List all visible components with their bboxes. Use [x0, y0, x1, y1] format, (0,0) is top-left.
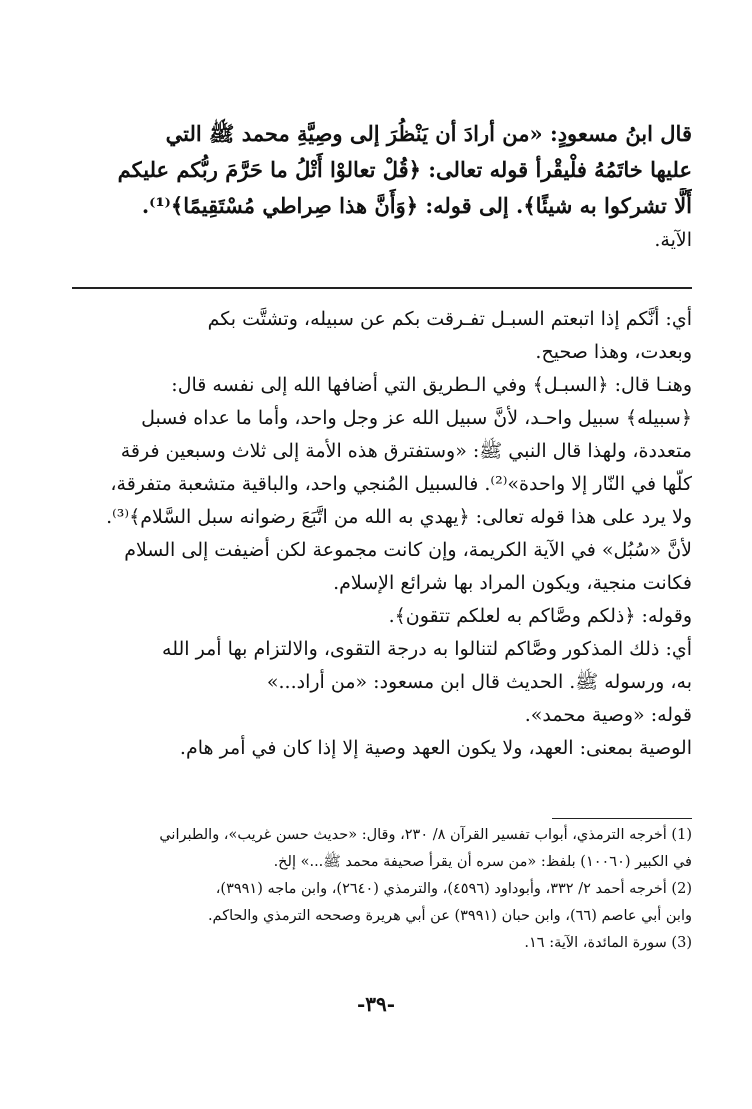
commentary-line: فكانت منجية، ويكون المراد بها شرائع الإسلام.	[333, 572, 692, 594]
commentary-line: ولا يرد على هذا قوله تعالى: ﴿يهدي به الله من اتَّبَعَ رضوانه سبل السَّلام﴾⁽³⁾.	[106, 506, 692, 528]
quote-line: الآية.	[654, 229, 692, 251]
commentary-line: كلّها في النّار إلا واحدة»⁽²⁾. فالسبيل المُنجي واحد، والباقية متشعبة متفرقة،	[110, 473, 692, 495]
quote-line: عليها خاتَمُهُ فلْيقْرأ قوله تعالى: ﴿قُلْ تعالوْا أَتْلُ ما حَرَّمَ ربُّكم عليكم	[117, 157, 692, 182]
footnote-divider	[552, 818, 692, 819]
commentary-line: لأنَّ «سُبُل» في الآية الكريمة، وإن كانت مجموعة لكن أضيفت إلى السلام	[124, 539, 692, 561]
footnotes	[60, 822, 692, 957]
hadith-quote	[60, 116, 692, 257]
footnote-line: (1) أخرجه الترمذي، أبواب تفسير القرآن ٨/ ٢٣٠، وقال: «حديث حسن غريب»، والطبراني	[159, 827, 692, 843]
commentary-line: متعددة، ولهذا قال النبي ﷺ: «وستفترق هذه الأمة إلى ثلاث وسبعين فرقة	[120, 440, 692, 462]
quote-line: أَلَّا تشركوا به شيئًا﴾. إلى قوله: ﴿وَأَنَّ هذا صِراطي مُسْتَقِيمًا﴾⁽¹⁾.	[141, 193, 692, 218]
commentary-line: الوصية بمعنى: العهد، ولا يكون العهد وصية إلا إذا كان في أمر هام.	[179, 737, 692, 759]
commentary	[60, 303, 692, 765]
commentary-line: أي: أنَّكم إذا اتبعتم السبـل تفـرقت بكم عن سبيله، وتشتَّت بكم	[207, 308, 692, 330]
footnote-line: (3) سورة المائدة، الآية: ١٦.	[524, 935, 692, 951]
commentary-line: قوله: «وصية محمد».	[524, 704, 692, 726]
footnote-line: في الكبير (١٠٠٦٠) بلفظ: «من سره أن يقرأ صحيفة محمد ﷺ...» إلخ.	[273, 854, 692, 870]
commentary-line: وبعدت، وهذا صحيح.	[535, 341, 692, 363]
commentary-line: به، ورسوله ﷺ. الحديث قال ابن مسعود: «من أراد...»	[266, 671, 692, 693]
section-divider	[72, 287, 692, 289]
quote-line: قال ابنُ مسعودٍ: «من أرادَ أن يَنْظُرَ إلى وصِيَّةِ محمد ﷺ التي	[165, 121, 692, 146]
commentary-line: وهنـا قال: ﴿السبـل﴾ وفي الـطريق التي أضافها الله إلى نفسه قال:	[171, 374, 692, 396]
page-number: -٣٩-	[356, 992, 396, 1016]
commentary-line: أي: ذلك المذكور وصَّاكم لتنالوا به درجة التقوى، والالتزام بها أمر الله	[162, 638, 692, 660]
footnote-line: (2) أخرجه أحمد ٢/ ٣٣٢، وأبوداود (٤٥٩٦)، والترمذي (٢٦٤٠)، وابن ماجه (٣٩٩١)،	[215, 881, 692, 897]
footnote-line: وابن أبي عاصم (٦٦)، وابن حبان (٣٩٩١) عن أبي هريرة وصححه الترمذي والحاكم.	[207, 908, 692, 924]
commentary-line: ﴿سبيله﴾ سبيل واحـد، لأنَّ سبيل الله عز وجل واحد، وأما ما عداه فسبل	[141, 407, 692, 429]
commentary-line: وقوله: ﴿ذلكم وصَّاكم به لعلكم تتقون﴾.	[388, 605, 692, 627]
